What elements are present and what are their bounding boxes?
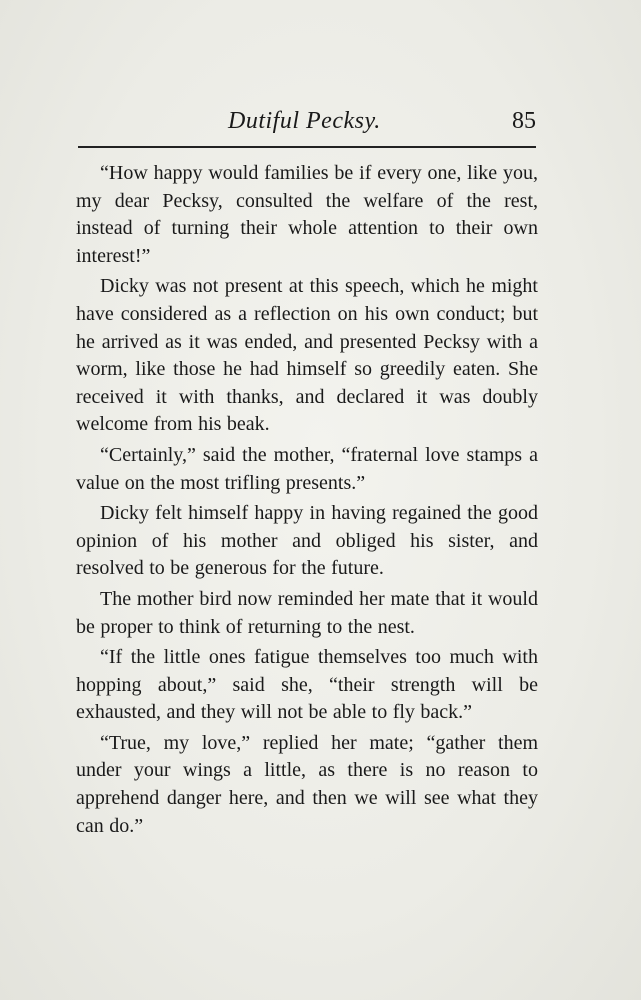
paragraph-3: “Certainly,” said the mother, “fraternal love stamps a value on the most trifling presents.” — [76, 443, 538, 494]
paragraph-2: Dicky was not present at this speech, which he might have considered as a reflection on his own conduct; but he arrived as it was ended, and presented Pecksy with a worm, like those he had himself so greedily eaten. She received it with thanks, and declared it was doubly welcome from his beak. — [76, 275, 538, 436]
paragraph-5: The mother bird now reminded her mate that it would be proper to think of returning to the nest. — [76, 587, 538, 638]
running-header — [78, 108, 536, 142]
paragraph-7: “True, my love,” replied her mate; “gather them under your wings a little, as there is no reason to apprehend danger here, and then we will see what they can do.” — [76, 731, 538, 837]
running-title: Dutiful Pecksy. — [228, 108, 381, 134]
header-rule — [78, 146, 536, 148]
paragraph-4: Dicky felt himself happy in having regained the good opinion of his mother and obliged his sister, and resolved to be generous for the future. — [76, 502, 538, 580]
paragraph-1: “How happy would families be if every one, like you, my dear Pecksy, consulted the welfare of the rest, instead of turning their whole attention to their own interest!” — [76, 162, 538, 267]
body-text — [76, 160, 538, 843]
paragraph-6: “If the little ones fatigue themselves too much with hopping about,” said she, “their strength will be exhausted, and they will not be able to fly back.” — [76, 646, 538, 724]
page-number: 85 — [512, 108, 536, 134]
